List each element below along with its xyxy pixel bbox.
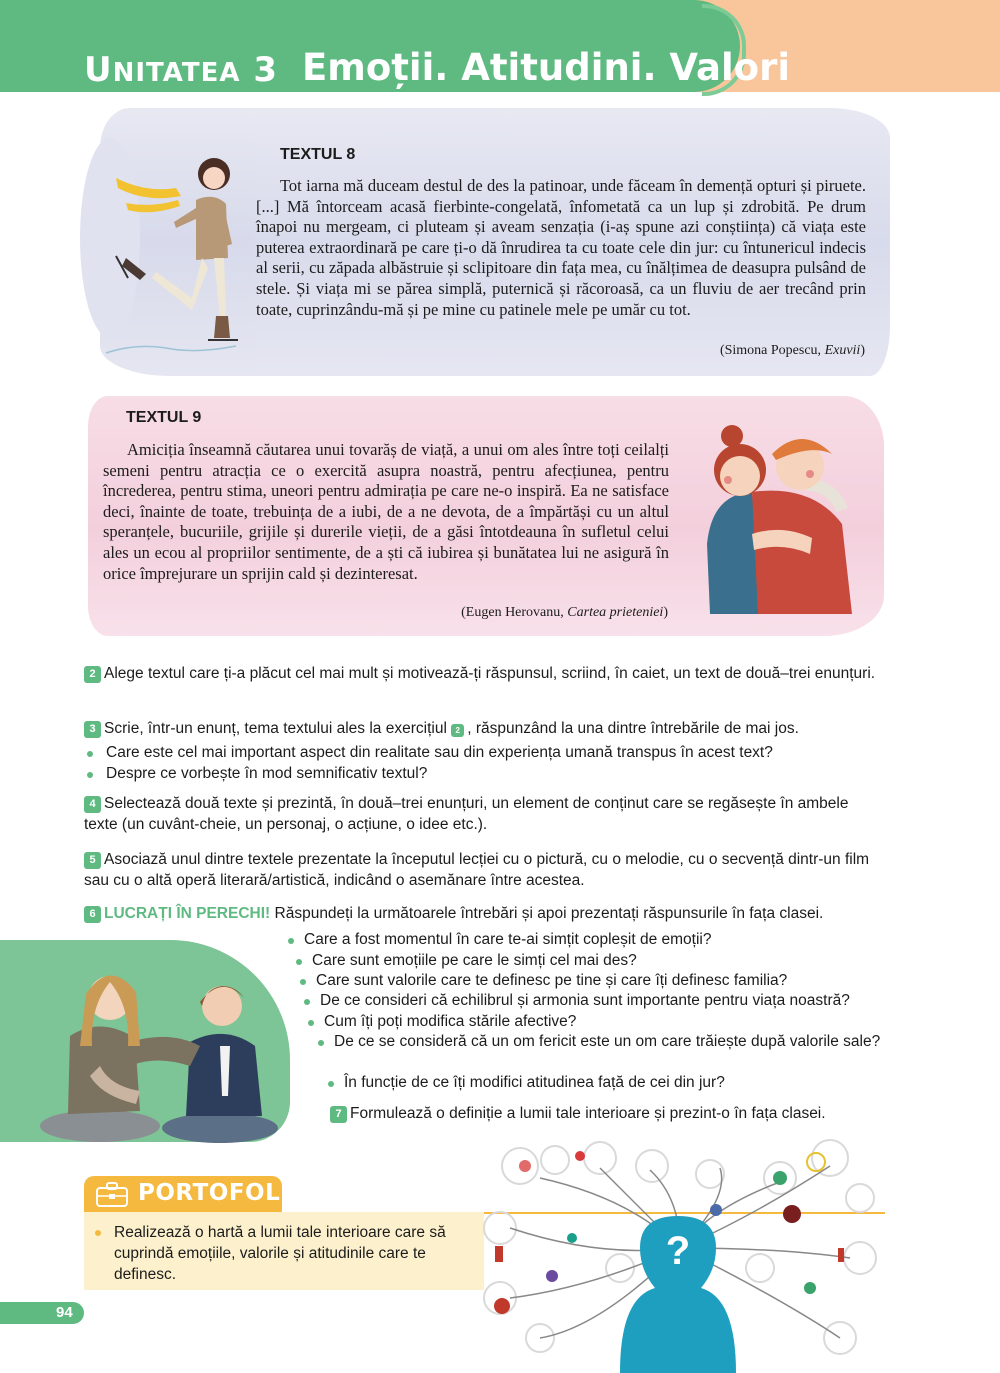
text9-source: (Eugen Herovanu, Cartea prieteniei): [461, 605, 668, 620]
exercise-3: 3 Scrie, într-un enunț, tema textului ales la exercițiul 2 , răspunzând la una dintre întrebările de mai jos.: [84, 718, 884, 739]
exercise-number: 7: [330, 1106, 347, 1123]
list-item: Care este cel mai important aspect din realitate sau din experiența umană transpus în acest text?: [84, 743, 884, 764]
briefcase-icon: [95, 1181, 129, 1208]
kids-photo: [40, 946, 290, 1146]
list-item: În funcție de ce îți modifici atitudinea față de cei din jur?: [326, 1073, 725, 1094]
page-title: Emoții. Atitudini. Valori: [302, 46, 791, 89]
page-number: 94: [56, 1304, 73, 1321]
portfolio-task: Realizează o hartă a lumii tale interioare care să cuprindă emoțiile, valorile și atitudinile care te definesc.: [92, 1222, 462, 1285]
list-item: De ce se consideră că un om fericit este un om care trăiește după valorile sale?: [316, 1032, 886, 1053]
list-item: De ce consideri că echilibrul și armonia sunt importante pentru viața noastră?: [302, 991, 850, 1012]
exercise-2: 2 Alege textul care ți-a plăcut cel mai mult și motivează-ți răspunsul, scriind, în caiet, un text de două–trei enunțuri.: [84, 663, 884, 684]
svg-text:?: ?: [665, 1229, 691, 1273]
list-item: Care sunt valorile care te definesc pe tine și care îți definesc familia?: [298, 971, 787, 992]
text8-title: TEXTUL 8: [280, 146, 356, 163]
exercise-7: 7 Formulează o definiție a lumii tale interioare și prezint-o în fața clasei.: [330, 1103, 890, 1124]
unit-label: UNITATEA 3: [84, 50, 278, 90]
skater-illustration: [96, 148, 246, 358]
list-item: Care a fost momentul în care te-ai simțit copleșit de emoții?: [286, 930, 711, 951]
portfolio-label: PORTOFOLIU: [138, 1180, 309, 1206]
exercise-reference: 2: [451, 724, 464, 737]
exercise-4: 4 Selectează două texte și prezintă, în două–trei enunțuri, un element de conținut care se regăsește în ambele texte (un cuvânt-cheie, un personaj, o acțiune, o idee etc.).: [84, 795, 849, 833]
exercise-number: 5: [84, 852, 101, 869]
list-item: Despre ce vorbește în mod semnificativ textul?: [84, 764, 884, 785]
exercise-3-questions: [84, 743, 884, 784]
text9-title: TEXTUL 9: [126, 409, 202, 426]
text8-body: Tot iarna mă duceam destul de des la patinoar, unde făceam în demență opturi și piruete. [...] Mă întorceam acasă fierbinte-congelată, înfometată ca un lup și zdrobită. Pe drum înapoi nu mergeam, ci pluteam și aveam senzația (i-aș spune azi conștiința) că viața este puterea extraordinară pe care ți-o dă înrudirea ta cu toate cele din jur: cu întunericul indecis al serii, cu zăpada albăstruie și sclipitoare din fața mea, cu înălțimea de deasupra pulsând de stele. Și viața mi se părea simplă, puternică și răcoroasă, ca un fluviu de aer trecând prin toate, cuprinzându-mă și pe mine cu patinele mele pe umăr cu tot.: [256, 176, 866, 319]
exercise-number: 6: [84, 906, 101, 923]
pair-work-label: LUCRAȚI ÎN PERECHI!: [104, 905, 271, 922]
exercise-number: 3: [84, 721, 101, 738]
text9-body: Amiciția înseamnă căutarea unui tovarăș de viață, a unui om ales între toți ceilalți semeni pentru atracția ce o exercită asupra noastră, pentru afecțiunea, pentru încrederea, pentru stima, uneori pentru admirația pe care ne-o inspiră. Ea ne satisface deci, înainte de toate, trebuința de a iubi, de a ne devota, de a împărtăși cu un altul speranțele, bucuriile, grijile și durerile vieții, de a găsi întotdeauna în sufletul celui ales un ecou al propriilor sentimente, de a ști că iubirea și bunătatea lui ne asigură în orice împrejurare un sprijin cald și dezinteresat.: [103, 440, 669, 583]
text8-source: (Simona Popescu, Exuvii): [719, 343, 865, 358]
list-item: Care sunt emoțiile pe care le simți cel mai des?: [294, 951, 637, 972]
exercise-5: 5 Asociază unul dintre textele prezentate la începutul lecției cu o pictură, cu o melodie, cu o secvență dintr-un film sau cu o altă operă literară/artistică, indicând o asemănare între acestea.: [84, 851, 870, 889]
exercise-6: 6 LUCRAȚI ÎN PERECHI! Răspundeți la următoarele întrebări și apoi prezentați răspunsurile în fața clasei.: [84, 903, 884, 924]
exercise-number: 4: [84, 796, 101, 813]
exercise-number: 2: [84, 666, 101, 683]
friends-hug-illustration: [692, 414, 862, 614]
inner-world-map-illustration: [480, 1138, 890, 1373]
list-item: Cum îți poți modifica stările afective?: [306, 1012, 576, 1033]
